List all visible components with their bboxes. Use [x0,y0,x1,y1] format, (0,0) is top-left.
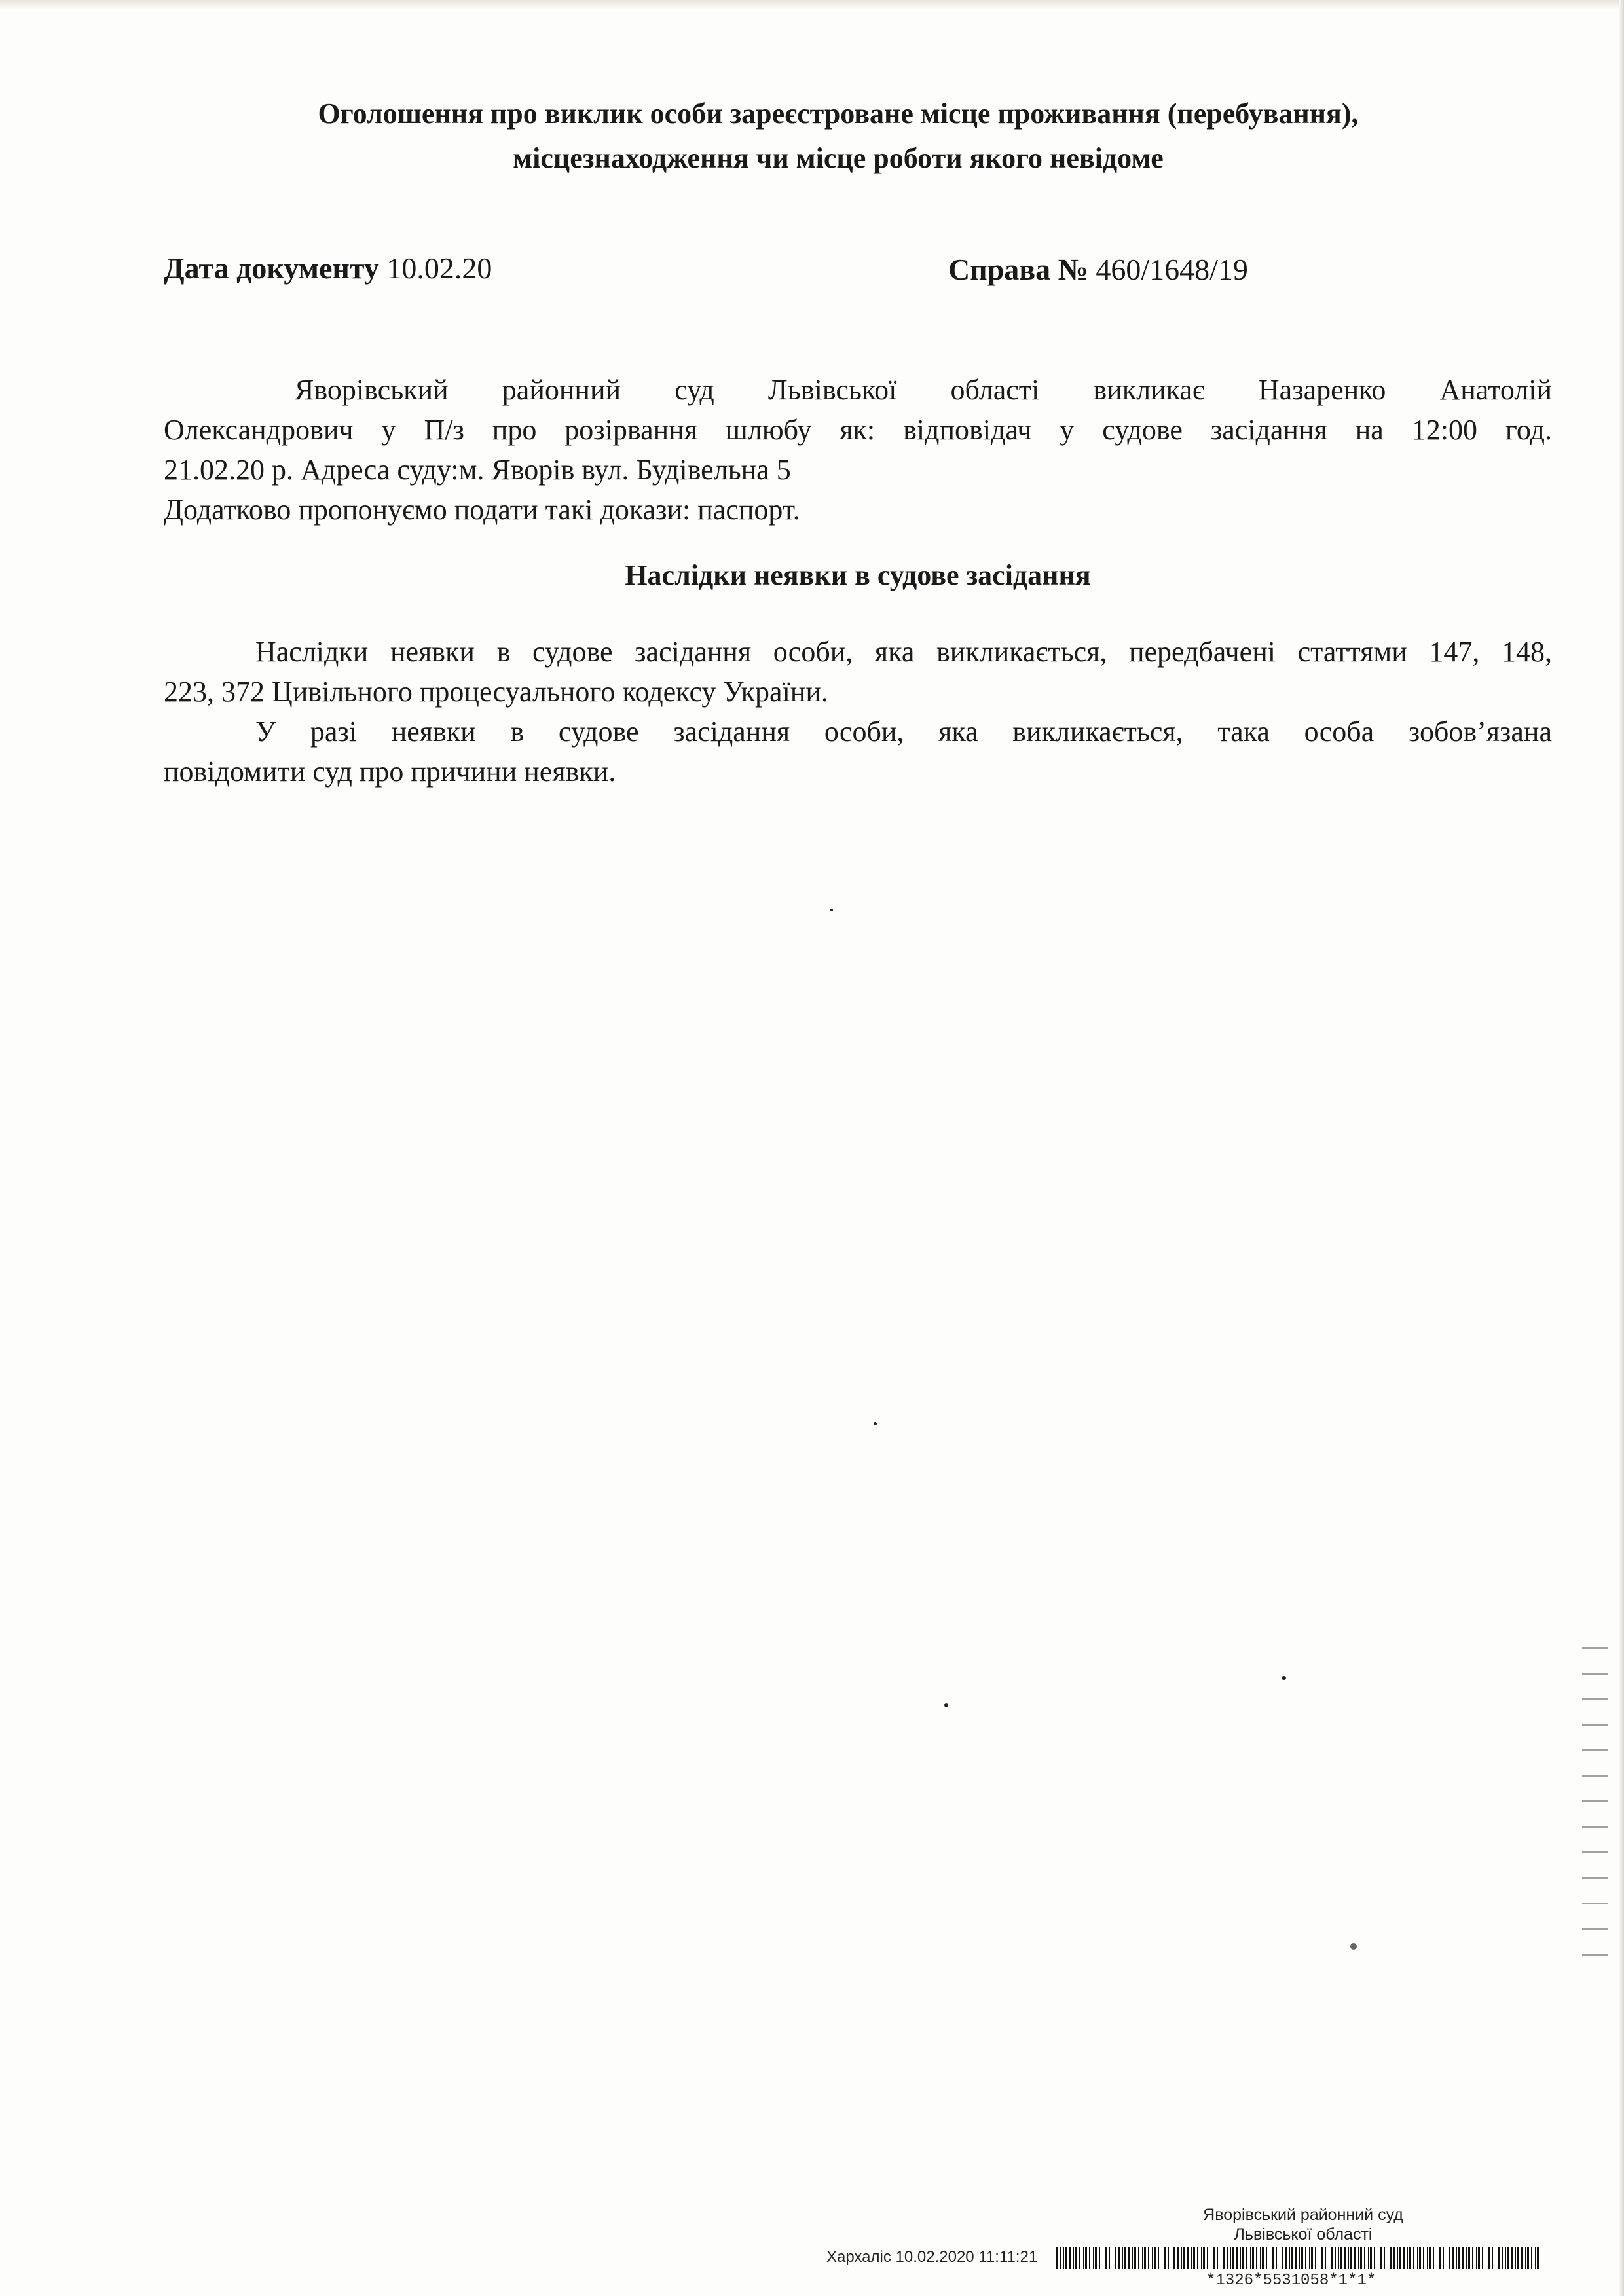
registry-stamp-court-line-2: Львівської області [1234,2225,1373,2244]
document-date-value: 10.02.20 [386,251,492,285]
scan-speck [830,909,833,911]
registry-barcode-code: *1326*5531058*1*1* [1206,2272,1376,2289]
case-number-value: 460/1648/19 [1096,253,1248,286]
scan-top-edge [0,0,1624,9]
summons-line-3: 21.02.20 р. Адреса суду:м. Яворів вул. Будівельна 5 [164,454,791,486]
consequences-line-2: 223, 372 Цивільного процесуального кодексу України. [164,676,828,708]
case-number-label: Справа № [948,253,1088,286]
scan-right-edge [1619,0,1624,2296]
registry-stamp-court [1179,2205,1428,2244]
summons-paragraph [164,370,1552,530]
document-title-line-2: місцезнаходження чи місце роботи якого невідоме [513,142,1164,174]
registry-stamp-court-line-1: Яворівський районний суд [1203,2206,1403,2224]
scan-speck [874,1422,877,1425]
obligation-line-1: У разі неявки в судове засідання особи, яка викликається, така особа зобов’язана [255,716,1552,748]
document-date-label: Дата документу [164,251,379,285]
scan-speck [1282,1676,1286,1680]
scan-margin-marks [1582,1624,1608,1964]
registry-barcode [1056,2247,1540,2269]
obligation-line-2: повідомити суд про причини неявки. [164,756,616,788]
scan-speck [944,1703,948,1707]
consequences-paragraph [164,632,1552,792]
evidence-line: Додатково пропонуємо подати такі докази: паспорт. [164,494,800,526]
document-title-line-1: Оголошення про виклик особи зареєстроване місце проживання (перебування), [318,98,1359,130]
scan-speck [1350,1943,1357,1950]
summons-line-2: Олександрович у П/з про розірвання шлюбу як: відповідач у судове засідання на 12:00 год. [164,414,1552,446]
registry-stamp-datetime: Хархаліс 10.02.2020 11:11:21 [826,2248,1038,2266]
summons-line-1: Яворівський районний суд Львівської області викликає Назаренко Анатолій [295,374,1552,406]
consequences-line-1: Наслідки неявки в судове засідання особи, яка викликається, передбачені статтями 147, 148, [255,636,1552,668]
case-number [948,252,1248,287]
document-date [164,251,492,285]
document-title [196,92,1480,181]
consequences-heading: Наслідки неявки в судове засідання [625,559,1091,591]
